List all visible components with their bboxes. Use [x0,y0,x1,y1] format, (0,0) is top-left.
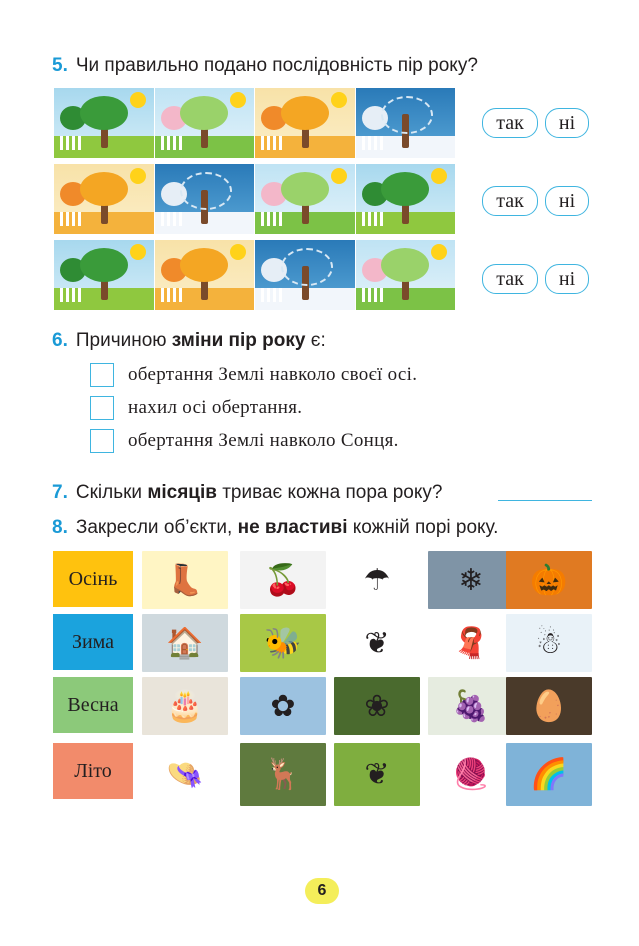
option-checkbox[interactable] [90,363,114,387]
answer-no-button[interactable]: ні [545,264,589,294]
cherries-icon: 🍒 [264,563,302,597]
answer-yes-button[interactable]: так [482,108,538,138]
autumn-tree-picture [54,164,154,234]
knitted-hat-photo[interactable] [428,743,514,806]
pumpkins-icon: 🎃 [530,563,568,597]
question-number: 6. [52,330,68,351]
autumn-tree-picture [155,240,255,310]
question-text-bold: не властиві [237,517,348,538]
question-number: 8. [52,517,68,538]
snowman-with-orange-icon: ☃ [535,626,563,660]
bird-nest-with-eggs-photo[interactable] [506,677,592,735]
answer-yes-button[interactable]: так [482,264,538,294]
cherries-photo[interactable] [240,551,326,609]
bird-nest-with-eggs-icon: 🥚 [530,689,568,723]
season-label: Літо [53,743,133,799]
bird-feeder-in-snow-icon: 🏠 [166,626,204,660]
rainbow-photo[interactable] [506,743,592,806]
option-text: обертання Землі навколо Сонця. [128,430,399,451]
rainbow-icon: 🌈 [530,758,568,791]
bee-photo[interactable] [240,614,326,672]
question-text-start: Закресли об’єкти, [75,517,238,538]
grass-with-dew-photo[interactable] [334,743,420,806]
spring-tree-picture [155,88,255,158]
rubber-boots-photo[interactable] [142,551,228,609]
question-6 [52,330,326,352]
grapes-photo[interactable] [428,677,514,735]
question-text-bold: місяців [147,482,217,503]
easter-cake-photo[interactable] [142,677,228,735]
snowman-with-orange-photo[interactable] [506,614,592,672]
question-7 [52,482,442,504]
option-text: нахил осі обертання. [128,397,303,418]
question-text-start: Скільки [75,482,148,503]
season-label: Зима [53,614,133,670]
grapes-icon: 🍇 [452,689,490,723]
pumpkins-photo[interactable] [506,551,592,609]
red-scarf-photo[interactable] [428,614,514,672]
option-1[interactable] [90,362,417,388]
people-in-snowstorm-icon: ❄ [458,563,484,597]
grass-with-dew-icon: ❦ [364,758,390,791]
winter-tree-picture [255,240,355,310]
violets-photo[interactable] [334,677,420,735]
season-sequence-strip [54,164,455,234]
option-text: обертання Землі навколо своєї осі. [128,364,418,385]
bee-icon: 🐝 [264,626,302,660]
option-checkbox[interactable] [90,429,114,453]
question-text-bold: зміни пір року [171,330,306,351]
deer-fawn-icon: 🦌 [264,758,302,791]
winter-tree-picture [155,164,255,234]
season-sequence-strip [54,240,455,310]
answer-no-button[interactable]: ні [545,108,589,138]
winter-tree-picture [356,88,456,158]
question-number: 7. [52,482,68,503]
rubber-boots-icon: 👢 [166,563,204,597]
summer-tree-picture [356,164,456,234]
straw-hat-icon: 👒 [166,758,204,791]
umbrella-photo[interactable] [334,551,420,609]
option-2[interactable] [90,395,302,421]
question-text-end: є: [305,330,326,351]
season-sequence-strip [54,88,455,158]
apple-blossom-icon: ✿ [270,689,296,723]
spring-tree-picture [356,240,456,310]
summer-tree-picture [54,240,154,310]
easter-cake-icon: 🎂 [166,689,204,723]
question-5 [52,55,478,77]
people-in-snowstorm-photo[interactable] [428,551,514,609]
straw-hat-photo[interactable] [142,743,228,806]
question-8 [52,517,498,539]
question-number: 5. [52,55,68,76]
season-label: Весна [53,677,133,733]
option-3[interactable] [90,428,399,454]
answer-yes-button[interactable]: так [482,186,538,216]
question-text: Чи правильно подано послідовність пір року? [75,55,478,76]
red-scarf-icon: 🧣 [452,626,490,660]
season-label: Осінь [53,551,133,607]
knitted-hat-icon: 🧶 [452,758,490,791]
bird-feeder-in-snow-photo[interactable] [142,614,228,672]
christmas-wreath-icon: ❦ [364,626,390,660]
deer-fawn-photo[interactable] [240,743,326,806]
answer-no-button[interactable]: ні [545,186,589,216]
question-text-start: Причиною [75,330,172,351]
autumn-tree-picture [255,88,355,158]
umbrella-icon: ☂ [363,563,391,597]
christmas-wreath-photo[interactable] [334,614,420,672]
apple-blossom-photo[interactable] [240,677,326,735]
answer-line[interactable] [498,500,592,501]
page-number: 6 [305,878,339,904]
spring-tree-picture [255,164,355,234]
question-text-end: триває кожна пора року? [216,482,443,503]
violets-icon: ❀ [364,689,390,723]
option-checkbox[interactable] [90,396,114,420]
question-text-end: кожній порі року. [347,517,499,538]
summer-tree-picture [54,88,154,158]
